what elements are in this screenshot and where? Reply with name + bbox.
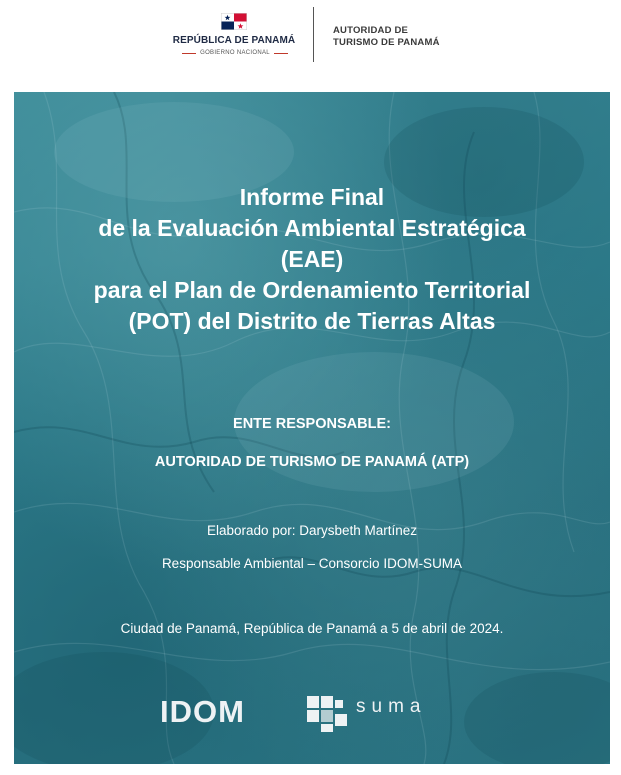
suma-logo-icon (307, 696, 351, 732)
idom-logo: IDOM (160, 694, 245, 729)
authority-line-1: AUTORIDAD DE (333, 25, 409, 36)
title-line-1: Informe Final (239, 184, 385, 210)
author-role: Responsable Ambiental – Consorcio IDOM-SUMA (161, 556, 463, 571)
divider-right (274, 53, 288, 54)
prepared-by: Elaborado por: Darysbeth Martínez (206, 523, 418, 538)
document-header (0, 0, 621, 88)
government-label: GOBIERNO NACIONAL (200, 50, 270, 56)
government-label-row (170, 48, 300, 58)
place-and-date: Ciudad de Panamá, República de Panamá a 5 de abril de 2024. (120, 621, 504, 636)
header-divider (313, 7, 314, 62)
divider-left (182, 53, 196, 54)
suma-logo-text: suma (356, 696, 427, 717)
panama-flag-icon (221, 13, 247, 30)
document-title (14, 182, 610, 337)
republic-name: REPÚBLICA DE PANAMÁ (172, 35, 296, 46)
authority-line-2: TURISMO DE PANAMÁ (333, 37, 440, 48)
authority-name (333, 25, 440, 49)
cover-page (14, 92, 610, 764)
responsible-entity-value: AUTORIDAD DE TURISMO DE PANAMÁ (ATP) (154, 454, 470, 470)
title-line-3: (EAE) (280, 246, 344, 272)
responsible-entity-label: ENTE RESPONSABLE: (233, 416, 391, 432)
title-line-5: (POT) del Distrito de Tierras Altas (128, 308, 496, 334)
title-line-2: de la Evaluación Ambiental Estratégica (98, 215, 526, 241)
title-line-4: para el Plan de Ordenamiento Territorial (93, 277, 531, 303)
